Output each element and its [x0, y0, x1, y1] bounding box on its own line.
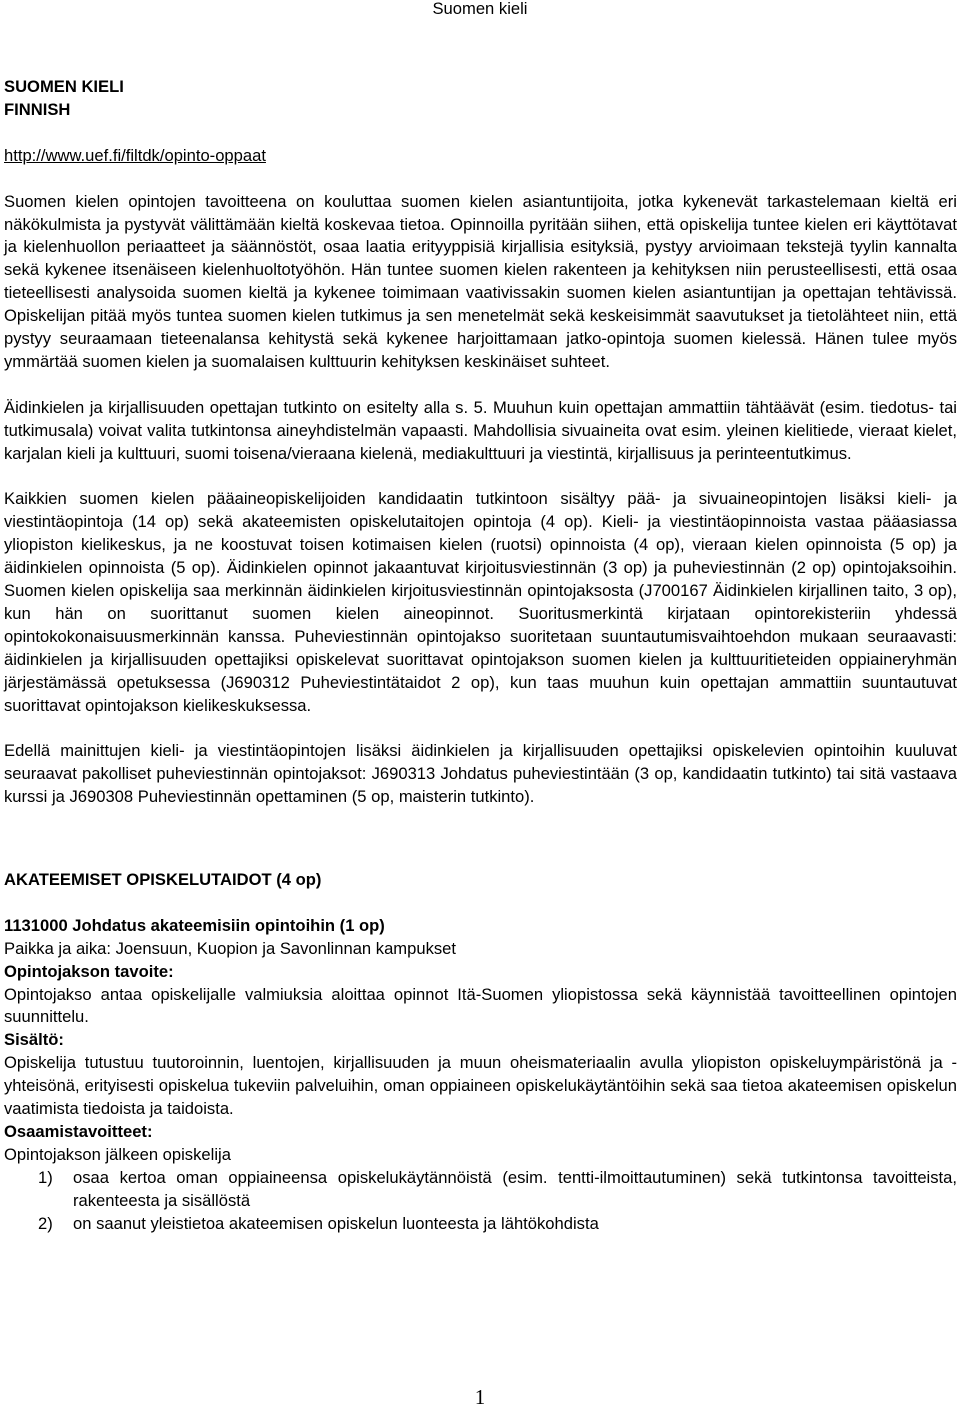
spacer: [4, 374, 957, 397]
title-finnish: SUOMEN KIELI: [4, 77, 124, 96]
paragraph-language-studies: Kaikkien suomen kielen pääaineopiskelijoiden kandidaatin tutkintoon sisältyy pää- ja sivuaineopintojen lisäksi kieli- ja viestintäopintoja (14 op) sekä akateemisten opiskelutaitojen opintoja (4 op). Kieli- ja viestintäopinnoista vastaa pääasiassa yliopiston kielikeskus, ja ne koostuvat toisen kotimaisen kielen (ruotsi) opinnoista (4 op), vieraan kielen opinnoista (5 op) ja äidinkielen opinnoista (5 op). Äidinkielen opinnot jakaantuvat kirjoitusviestinnän (3 op) ja puheviestinnän (2 op) opintojaksoihin. Suomen kielen opiskelija saa merkinnän äidinkielen kirjoitusviestinnän opintojaksosta (J700167 Äidinkielen kirjallinen taito, 3 op), kun hän on suorittanut suomen kielen aineopinnot. Suoritusmerkintä kirjataan opintorekisteriin yhdessä opintokokonaisuusmerkinnän kanssa. Puheviestinnän opintojakso suoritetaan suuntautumisvaihtoehdon mukaan seuraavasti: äidinkielen ja kirjallisuuden opettajiksi opiskelevat suorittavat opintojakson suomen kielen ja kulttuuritieteiden oppiaineryhmän järjestämässä opetuksessa (J690312 Puheviestintätaidot 2 op), kun taas muuhun kuin opettajan ammattiin suuntautuvat suorittavat opintojakson kielikeskuksessa.: [4, 489, 957, 715]
list-item-number: 2): [38, 1213, 53, 1233]
spacer: [4, 717, 957, 740]
course-heading: 1131000 Johdatus akateemisiin opintoihin (1 op): [4, 915, 385, 935]
running-header: Suomen kieli: [432, 0, 528, 18]
list-item-number: 1): [38, 1167, 53, 1187]
section-heading: AKATEEMISET OPISKELUTAIDOT (4 op): [4, 870, 322, 890]
course-place-time: Paikka ja aika: Joensuun, Kuopion ja Savonlinnan kampukset: [4, 938, 457, 958]
course-goal-label: Opintojakson tavoite:: [4, 961, 174, 981]
paragraph-goals: Suomen kielen opintojen tavoitteena on kouluttaa suomen kielen asiantuntijoita, jotka kykenevät tarkastelemaan kieltä eri näkökulmista ja pystyvät välittämään kieltä koskevaa tietoa. Opinnoilla pyritään siihen, että opiskelija tuntee kielen eri käyttötavat ja kielenhuollon periaatteet ja säännöstöt, osaa laatia erityyppisiä kirjallisia esityksiä, pystyy arvioimaan tekstejä tyylin kannalta sekä kykenee itsenäiseen kielenhuoltotyöhön. Hän tuntee suomen kielen rakenteen ja kehityksen niin perusteellisesti, että osaa tieteellisesti analysoida suomen kieltä ja kykenee toimimaan vaativissakin suomen kielen asiantuntijan ja opettajan tehtävissä. Opiskelijan pitää myös tuntea suomen kielen tutkimus ja sen menetelmät sekä keskeisimmät saavutukset ja tietolähteet niin, että pystyy seuraamaan tieteenalansa kehitystä sekä kykenee harjoittamaan jatko-opintoja suomen kielessä. Hänen tulee myös ymmärtää suomen kielen ja suomalaisen kulttuurin kehityksen keskinäiset suhteet.: [4, 191, 957, 371]
page-number: 1: [474, 1385, 486, 1409]
course-content-text: Opiskelija tutustuu tuutoroinnin, luentojen, kirjallisuuden ja muun oheismateriaalin avulla yliopiston opiskeluympäristönä ja -yhteisönä, erityisesti opiskelua tukeviin palveluihin, oman oppiaineen opiskelukäytäntöihin sekä saa tietoa akateemisen opiskelun vaatimista tiedoista ja taidoista.: [4, 1053, 957, 1119]
title-english: FINNISH: [4, 99, 71, 119]
list-item: [4, 1167, 957, 1213]
course-outcomes-label: Osaamistavoitteet:: [4, 1121, 153, 1141]
page-title: [4, 76, 957, 122]
spacer: [4, 168, 957, 191]
document-body: [4, 76, 957, 1236]
course-outcomes-intro: Opintojakson jälkeen opiskelija: [4, 1144, 231, 1164]
course-goal-text: Opintojakso antaa opiskelijalle valmiuksia aloittaa opinnot Itä-Suomen yliopistossa sekä käynnistää tavoitteellinen opintojen suunnittelu.: [4, 984, 957, 1027]
spacer: [4, 465, 957, 488]
course-content-label: Sisältö:: [4, 1030, 64, 1050]
study-guide-link[interactable]: http://www.uef.fi/filtdk/opinto-oppaat: [4, 145, 266, 165]
paragraph-speech-communication: Edellä mainittujen kieli- ja viestintäopintojen lisäksi äidinkielen ja kirjallisuuden opettajiksi opiskelevien opintoihin kuuluvat seuraavat pakolliset puheviestinnän opintojaksot: J690313 Johdatus puheviestintään (3 op, kandidaatin tutkinto) tai sitä vastaava kurssi ja J690308 Puheviestinnän opettaminen (5 op, maisterin tutkinto).: [4, 741, 957, 807]
list-item-text: osaa kertoa oman oppiaineensa opiskelukäytännöistä (esim. tentti-ilmoittautuminen) sekä tutkintonsa tavoitteista, rakenteesta ja sisällöstä: [73, 1167, 957, 1210]
list-item: [4, 1213, 957, 1236]
paragraph-teacher-degree: Äidinkielen ja kirjallisuuden opettajan tutkinto on esitelty alla s. 5. Muuhun kuin opettajan ammattiin tähtäävät (esim. tiedotus- tai tutkimusala) voivat valita tutkintonsa aineyhdistelmän vapaasti. Mahdollisia sivuaineita ovat esim. yleinen kielitiede, vieraat kielet, karjalan kieli ja kulttuuri, suomi toisena/vieraana kielenä, mediakulttuuri ja viestintä, kirjallisuus ja perinteentutkimus.: [4, 397, 957, 463]
outcomes-list: [4, 1167, 957, 1236]
list-item-text: on saanut yleistietoa akateemisen opiskelun luonteesta ja lähtökohdista: [73, 1213, 599, 1233]
